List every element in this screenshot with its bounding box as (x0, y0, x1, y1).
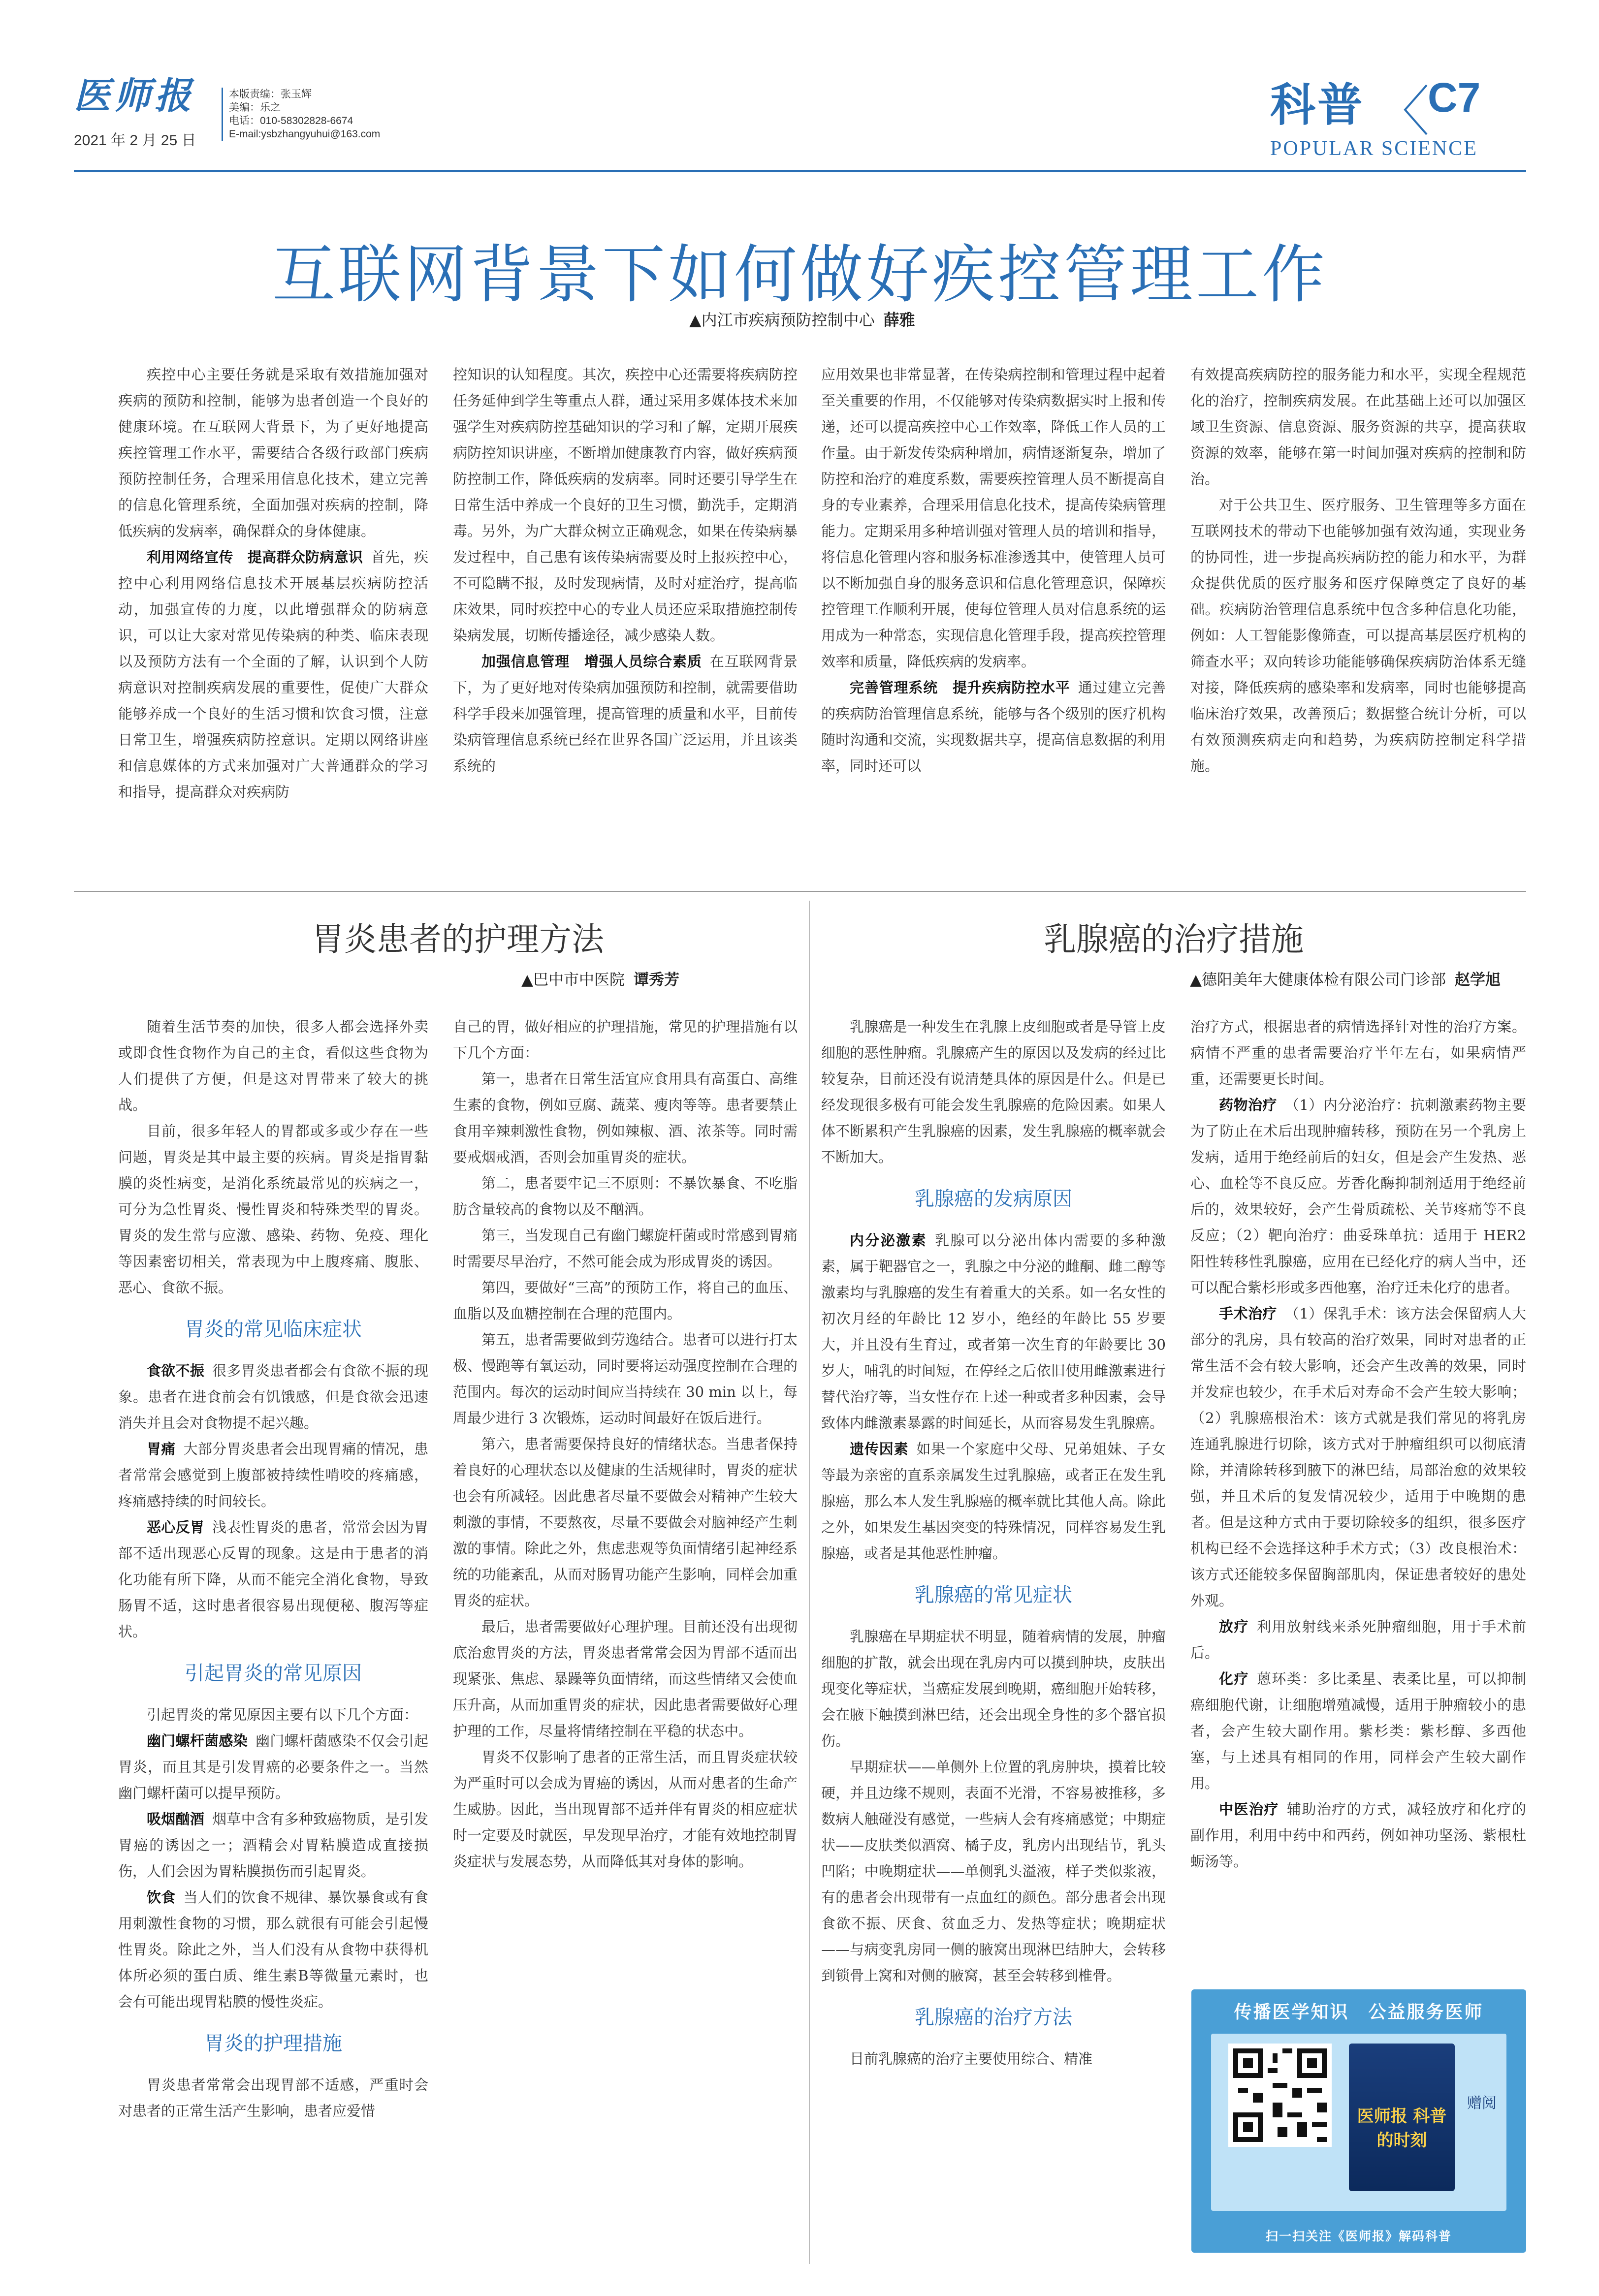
paragraph-text: 第五，患者需要做到劳逸结合。患者可以进行打太极、慢跑等有氧运动，同时要将运动强度控制在合理的范围内。每次的运动时间应当持续在 30 min 以上，每周最少进行 3 次锻炼，运动时间最好在饭后进行。 (453, 1331, 798, 1426)
promo-footer: 扫一扫关注《医师报》解码科普 (1265, 2229, 1452, 2243)
paragraph (453, 1014, 798, 1066)
paragraph-text: 在互联网背景下，为了更好地对传染病加强预防和控制，就需要借助科学手段来加强管理，提高管理的质量和水平，目前传染病管理信息系统已经在世界各国广泛运用，并且该类系统的 (453, 653, 798, 774)
breast-article-byline (821, 967, 1501, 989)
paragraph (453, 1614, 798, 1744)
paragraph-text: 胃炎患者常常会出现胃部不适感，严重时会对患者的正常生活产生影响，患者应爱惜 (118, 2076, 428, 2119)
paragraph-text: 自己的胃，做好相应的护理措施，常见的护理措施有以下几个方面： (453, 1018, 798, 1061)
gastritis-article-column (453, 1014, 798, 1875)
paragraph-text: 有效提高疾病防控的服务能力和水平，实现全程规范化的治疗，控制疾病发展。在此基础上还可以加强区域卫生资源、信息资源、服务资源的共享，提高获取资源的效率，能够在第一时间加强对疾病的控制和防治。 (1190, 366, 1526, 487)
masthead (74, 74, 1526, 172)
promo-side-text: 赠阅 (1467, 2095, 1497, 2112)
paragraph (118, 1514, 428, 1645)
issue-date: 2021 年 2 月 25 日 (74, 132, 196, 149)
byline-author: 谭秀芳 (634, 971, 679, 989)
paragraph (1190, 1301, 1526, 1614)
paragraph (453, 1066, 798, 1170)
paragraph-text: 目前乳腺癌的治疗主要使用综合、精准 (850, 2050, 1093, 2067)
paragraph-lead: 中医治疗 (1219, 1801, 1279, 1818)
paragraph-text: 最后，患者需要做好心理护理。目前还没有出现彻底治愈胃炎的方法，胃炎患者常常会因为胃部不适而出现紧张、焦虑、暴躁等负面情绪，而这些情绪又会使血压升高，从而加重胃炎的症状，因此患者需要做好心理护理的工作，尽量将情绪控制在平稳的状态中。 (453, 1618, 798, 1739)
main-article-title: 互联网背景下如何做好疾控管理工作 (272, 238, 1328, 312)
breast-article-title: 乳腺癌的治疗措施 (1044, 920, 1304, 958)
paragraph (118, 1436, 428, 1514)
paragraph (118, 1885, 428, 2015)
paragraph-lead: 内分泌激素 (850, 1232, 927, 1249)
byline-author: 赵学旭 (1455, 971, 1501, 989)
angle-bracket-icon (1402, 83, 1429, 137)
paragraph (453, 1431, 798, 1614)
subsection-heading: 乳腺癌的常见症状 (915, 1584, 1072, 1606)
main-article-column (118, 362, 428, 805)
paragraph-lead: 药物治疗 (1219, 1097, 1277, 1113)
gastritis-article-byline (118, 967, 679, 989)
paragraph-text: 浅表性胃炎的患者，常常会因为胃部不适出现恶心反胃的现象。这是由于患者的消化功能有所下降，从而不能完全消化食物，导致肠胃不适，这时患者很容易出现便秘、腹泻等症状。 (118, 1519, 428, 1640)
paragraph (821, 1014, 1166, 1170)
paragraph (821, 362, 1166, 675)
paragraph (1190, 1614, 1526, 1666)
paragraph-lead: 放疗 (1219, 1618, 1249, 1635)
byline-org: ▲内江市疾病预防控制中心 (689, 311, 875, 329)
main-article-column (821, 362, 1166, 779)
qr-code-icon[interactable] (1228, 2044, 1332, 2147)
paragraph-text: 第四，要做好“三高”的预防工作，将自己的血压、血脂以及血糖控制在合理的范围内。 (453, 1279, 798, 1322)
paragraph (453, 1327, 798, 1431)
paragraph (821, 1436, 1166, 1567)
paragraph-text: 对于公共卫生、医疗服务、卫生管理等多方面在互联网技术的带动下也能够加强有效沟通，实现业务的协同性，进一步提高疾病防控的能力和水平，为群众提供优质的医疗服务和医疗保障奠定了良好的基础。疾病防治管理信息系统中包含多种信息化功能，例如：人工智能影像筛查，可以提高基层医疗机构的筛查水平；双向转诊功能能够确保疾病防治体系无缝对接，降低疾病的感染率和发病率，同时也能够提高临床治疗效果，改善预后；数据整合统计分析，可以有效预测疾病走向和趋势，为疾病防控制定科学措施。 (1190, 497, 1526, 774)
paragraph (118, 1358, 428, 1436)
paragraph-text: 首先，疾控中心利用网络信息技术开展基层疾病防控活动，加强宣传的力度，以此增强群众的防病意识，可以让大家对常见传染病的种类、临床表现以及预防方法有一个全面的了解，认识到个人防病意识对控制疾病发展的重要性，促使广大群众能够养成一个良好的生活习惯和饮食习惯，注意日常卫生，增强疾病防控意识。定期以网络讲座和信息媒体的方式来加强对广大普通群众的学习和指导，提高群众对疾病防 (118, 549, 428, 800)
byline-author: 薛雅 (883, 311, 915, 329)
paragraph-text: 第六，患者需要保持良好的情绪状态。当患者保持着良好的心理状态以及健康的生活规律时，胃炎的症状也会有所减轻。因此患者尽量不要做会对精神产生较大刺激的事情，不要熬夜，尽量不要做会对脑神经产生刺激的事情。除此之外，焦虑悲观等负面情绪引起神经系统的功能紊乱，从而对肠胃功能产生影响，同样会加重胃炎的症状。 (453, 1436, 798, 1609)
paragraph (118, 1728, 428, 1806)
paragraph-text: 乳腺癌在早期症状不明显，随着病情的发展，肿瘤细胞的扩散，就会出现在乳房内可以摸到肿块，皮肤出现变化等症状，当癌症发展到晚期，癌细胞开始转移，会在腋下触摸到淋巴结，还会出现全身性的多个器官损伤。 (821, 1628, 1166, 1749)
section-divider (74, 891, 1526, 892)
paragraph (453, 1170, 798, 1223)
editor-line: 美编：乐之 (229, 102, 281, 113)
section-english-title: POPULAR SCIENCE (1270, 137, 1478, 160)
paragraph (1190, 1014, 1526, 1092)
paragraph-lead: 幽门螺杆菌感染 (147, 1732, 248, 1749)
subsection-heading: 乳腺癌的发病原因 (915, 1188, 1072, 1210)
paragraph (821, 2046, 1166, 2072)
editor-line: 本版责编：张玉辉 (229, 89, 312, 100)
paragraph (453, 1275, 798, 1327)
paragraph-text: 如果一个家庭中父母、兄弟姐妹、子女等最为亲密的直系亲属发生过乳腺癌，或者正在发生乳腺癌，那么本人发生乳腺癌的概率就比其他人高。除此之外，如果发生基因突变的特殊情况，同样容易发生乳腺癌，或者是其他恶性肿瘤。 (821, 1441, 1166, 1562)
paragraph (118, 1118, 428, 1301)
subsection-heading: 胃炎的常见临床症状 (185, 1318, 362, 1341)
paragraph-text: 早期症状——单侧外上位置的乳房肿块，摸着比较硬，并且边缘不规则，表面不光滑，不容易被推移，多数病人触碰没有感觉，一些病人会有疼痛感觉；中期症状——皮肤类似酒窝、橘子皮，乳房内出现结节，乳头凹陷；中晚期症状——单侧乳头溢液，样子类似浆液，有的患者会出现带有一点血红的颜色。部分患者会出现食欲不振、厌食、贫血乏力、发热等症状；晚期症状——与病变乳房同一侧的腋窝出现淋巴结肿大，会转移到锁骨上窝和对侧的腋窝，甚至会转移到椎骨。 (821, 1759, 1166, 1984)
paragraph-text: 利用放射线来杀死肿瘤细胞，用于手术前后。 (1190, 1618, 1526, 1661)
paragraph-lead: 遗传因素 (850, 1441, 909, 1457)
section-header (1270, 74, 1526, 167)
paragraph-text: 大部分胃炎患者会出现胃痛的情况，患者常常会感觉到上腹部被持续性啃咬的疼痛感，疼痛感持续的时间较长。 (118, 1441, 428, 1510)
breast-article-column (1190, 1014, 1526, 1875)
paragraph-lead: 手术治疗 (1219, 1305, 1277, 1322)
paragraph-lead: 化疗 (1219, 1670, 1249, 1687)
breast-article-column (821, 1014, 1166, 2072)
paragraph (1190, 1092, 1526, 1301)
paragraph-text: 控知识的认知程度。其次，疾控中心还需要将疾病防控任务延伸到学生等重点人群，通过采用多媒体技术来加强学生对疾病防控基础知识的学习和了解，定期开展疾病防控知识讲座，不断增加健康教育内容，做好疾病预防控制工作，降低疾病的发病率。同时还要引导学生在日常生活中养成一个良好的卫生习惯，勤洗手，定期消毒。另外，为广大群众树立正确观念，如果在传染病暴发过程中，自己患有该传染病需要及时上报疾控中心，不可隐瞒不报，及时发现病情，及时对症治疗，提高临床效果，同时疾控中心的专业人员还应采取措施控制传染病发展，切断传播途径，减少感染人数。 (453, 366, 798, 644)
main-article-column (453, 362, 798, 779)
gastritis-article-title: 胃炎患者的护理方法 (312, 920, 604, 958)
paragraph-text: 随着生活节奏的加快，很多人都会选择外卖或即食性食物作为自己的主食，看似这些食物为人们提供了方便，但是这对胃带来了较大的挑战。 (118, 1018, 428, 1113)
paragraph (453, 1744, 798, 1875)
paragraph (821, 1754, 1166, 1989)
promo-video-thumbnail (1349, 2044, 1455, 2191)
gastritis-article-column (118, 1014, 428, 2124)
paragraph (1190, 362, 1526, 492)
promo-headline: 传播医学知识 公益服务医师 (1234, 2002, 1484, 2022)
paragraph (1190, 1796, 1526, 1875)
paragraph (118, 2072, 428, 2124)
paragraph (821, 1227, 1166, 1436)
paragraph (118, 362, 428, 544)
editor-info (222, 88, 448, 141)
paragraph-text: 乳腺可以分泌出体内需要的多种激素，属于靶器官之一，乳腺之中分泌的雌酮、雌二醇等激素均与乳腺癌的发生有着重大的关系。如一名女性的初次月经的年龄比 12 岁小，绝经的年龄比 55 岁要大，并且没有生育过，或者第一次生育的年龄要比 30 岁大，哺乳的时间短，在停经之后依旧使用雌激素进行替代治疗等，当女性存在上述一种或者多种因素，会导致体内雌激素暴露的时间延长，从而容易发生乳腺癌。 (821, 1232, 1166, 1431)
paragraph-lead: 食欲不振 (147, 1362, 205, 1379)
subsection-heading: 胃炎的护理措施 (204, 2032, 342, 2055)
paragraph-text: 通过建立完善的疾病防治管理信息系统，能够与各个级别的医疗机构随时沟通和交流，实现数据共享，提高信息数据的利用率，同时还可以 (821, 679, 1166, 774)
paragraph-text: 幽门螺杆菌感染不仅会引起胃炎，而且其是引发胃癌的必要条件之一。当然幽门螺杆菌可以提早预防。 (118, 1732, 428, 1801)
column-divider (809, 901, 810, 2264)
paragraph-text: 烟草中含有多种致癌物质，是引发胃癌的诱因之一；酒精会对胃粘膜造成直接损伤，人们会因为胃粘膜损伤而引起胃炎。 (118, 1811, 428, 1880)
paragraph (453, 362, 798, 649)
paragraph-text: 引起胃炎的常见原因主要有以下几个方面： (147, 1706, 418, 1723)
editor-line: E-mail:ysbzhangyuhui@163.com (229, 128, 381, 140)
promo-banner (1191, 1989, 1526, 2253)
paragraph-text: 目前，很多年轻人的胃都或多或少存在一些问题，胃炎是其中最主要的疾病。胃炎是指胃黏膜的炎性病变，是消化系统最常见的疾病之一，可分为急性胃炎、慢性胃炎和特殊类型的胃炎。胃炎的发生常与应激、感染、药物、免疫、理化等因素密切相关，常表现为中上腹疼痛、腹胀、恶心、食欲不振。 (118, 1123, 428, 1296)
byline-org: ▲德阳美年大健康体检有限公司门诊部 (1190, 971, 1446, 989)
newspaper-logo: 医师报 (74, 75, 195, 117)
paragraph (453, 1223, 798, 1275)
paragraph (453, 649, 798, 779)
paragraph (1190, 492, 1526, 779)
byline-org: ▲巴中市中医院 (521, 971, 625, 989)
main-article-column (1190, 362, 1526, 779)
paragraph-text: 胃炎不仅影响了患者的正常生活，而且胃炎症状较为严重时可以会成为胃癌的诱因，从而对患者的生命产生威胁。因此，当出现胃部不适并伴有胃炎的相应症状时一定要及时就医，早发现早治疗，才能有效地控制胃炎症状与发展态势，从而降低其对身体的影响。 (453, 1749, 798, 1870)
paragraph (118, 1702, 428, 1728)
paragraph (118, 1806, 428, 1885)
main-article-byline (689, 308, 915, 330)
paragraph (1190, 1666, 1526, 1796)
paragraph (118, 544, 428, 805)
paragraph-lead: 吸烟酗酒 (147, 1811, 205, 1827)
subsection-heading: 乳腺癌的治疗方法 (915, 2006, 1072, 2029)
page-number: C7 (1428, 74, 1481, 121)
paragraph-lead: 饮食 (147, 1889, 176, 1906)
paragraph-text: 疾控中心主要任务就是采取有效措施加强对疾病的预防和控制，能够为患者创造一个良好的健康环境。在互联网大背景下，为了更好地提高疾控管理工作水平，需要结合各级行政部门疾病预防控制任务，合理采用信息化技术，建立完善的信息化管理系统，全面加强对疾病的控制，降低疾病的发病率，确保群众的身体健康。 (118, 366, 428, 539)
paragraph (118, 1014, 428, 1118)
paragraph-text: 第一，患者在日常生活宜应食用具有高蛋白、高维生素的食物，例如豆腐、蔬菜、瘦肉等等。患者要禁止食用辛辣刺激性食物，例如辣椒、酒、浓茶等。同时需要戒烟戒酒，否则会加重胃炎的症状。 (453, 1070, 798, 1165)
paragraph-text: 乳腺癌是一种发生在乳腺上皮细胞或者是导管上皮细胞的恶性肿瘤。乳腺癌产生的原因以及发病的经过比较复杂，目前还没有说清楚具体的原因是什么。但是已经发现很多极有可能会发生乳腺癌的危险因素。如果人体不断累积产生乳腺癌的因素，发生乳腺癌的概率就会不断加大。 (821, 1018, 1166, 1165)
editor-line: 电话：010-58302828-6674 (229, 115, 353, 126)
paragraph (821, 675, 1166, 779)
paragraph-lead: 加强信息管理 增强人员综合素质 (481, 653, 702, 670)
paragraph-text: （1）内分泌治疗：抗刺激素药物主要为了防止在术后出现肿瘤转移，预防在另一个乳房上发病，适用于绝经前后的妇女，但是会产生发热、恶心、血栓等不良反应。芳香化酶抑制剂适用于绝经前后的，效果较好，会产生骨质疏松、关节疼痛等不良反应；（2）靶向治疗：曲妥珠单抗：适用于 HER2 阳性转移性乳腺癌，应用在已经化疗的病人当中，还可以配合紫杉形或多西他塞，治疗迁未化疗的患者。 (1190, 1097, 1526, 1296)
paragraph-text: 辅助治疗的方式，减轻放疗和化疗的副作用，利用中药中和西药，例如神功坚汤、紫根杜蛎汤等。 (1190, 1801, 1526, 1870)
subsection-heading: 引起胃炎的常见原因 (185, 1662, 362, 1685)
paragraph-text: 很多胃炎患者都会有食欲不振的现象。患者在进食前会有饥饿感，但是食欲会迅速消失并且会对食物提不起兴趣。 (118, 1362, 428, 1431)
section-title: 科普 (1270, 79, 1365, 131)
paragraph-text: 第二，患者要牢记三不原则：不暴饮暴食、不吃脂肪含量较高的食物以及不酗酒。 (453, 1175, 798, 1218)
promo-screen-text: 医师报 科普的时刻 (1357, 2107, 1447, 2150)
paragraph-text: 蒽环类：多比柔星、表柔比星，可以抑制癌细胞代谢，让细胞增殖减慢，适用于肿瘤较小的患者，会产生较大副作用。紫杉类：紫杉醇、多西他塞，与上述具有相同的作用，同样会产生较大副作用。 (1190, 1670, 1526, 1792)
paragraph-lead: 利用网络宣传 提高群众防病意识 (147, 549, 363, 566)
paragraph-lead: 恶心反胃 (147, 1519, 205, 1536)
paragraph-text: 治疗方式，根据患者的病情选择针对性的治疗方案。病情不严重的患者需要治疗半年左右，如果病情严重，还需要更长时间。 (1190, 1018, 1526, 1087)
header-rule (74, 170, 1526, 172)
paragraph-text: 应用效果也非常显著，在传染病控制和管理过程中起着至关重要的作用，不仅能够对传染病数据实时上报和传递，还可以提高疾控中心工作效率，降低工作人员的工作量。由于新发传染病种增加，病情逐渐复杂，增加了防控和治疗的难度系数，需要疾控管理人员不断提高自身的专业素养，合理采用信息化技术，提高传染病管理能力。定期采用多种培训强对管理人员的培训和指导，将信息化管理内容和服务标准渗透其中，使管理人员可以不断加强自身的服务意识和信息化管理意识，保障疾控管理工作顺利开展，使每位管理人员对信息系统的运用成为一种常态，实现信息化管理手段，提高疾控管理效率和质量，降低疾病的发病率。 (821, 366, 1166, 670)
paragraph-lead: 胃痛 (147, 1441, 176, 1457)
paragraph-text: 当人们的饮食不规律、暴饮暴食或有食用刺激性食物的习惯，那么就很有可能会引起慢性胃炎。除此之外，当人们没有从食物中获得机体所必须的蛋白质、维生素B等微量元素时，也会有可能出现胃粘膜的慢性炎症。 (118, 1889, 428, 2010)
paragraph-text: 第三，当发现自己有幽门螺旋杆菌或时常感到胃痛时需要尽早治疗，不然可能会成为形成胃炎的诱因。 (453, 1227, 798, 1270)
paragraph-lead: 完善管理系统 提升疾病防控水平 (850, 679, 1070, 696)
paragraph-text: （1）保乳手术：该方法会保留病人大部分的乳房，具有较高的治疗效果，同时对患者的正常生活不会有较大影响，还会产生改善的效果，同时并发症也较少，在手术后对寿命不会产生较大影响；（2）乳腺癌根治术：该方式就是我们常见的将乳房连通乳腺进行切除，该方式对于肿瘤组织可以彻底清除，并清除转移到腋下的淋巴结，局部治愈的效果较强，并且术后的复发情况较少，适用于中晚期的患者。但是这种方式由于要切除较多的组织，很多医疗机构已经不会选择这种手术方式；（3）改良根治术：该方式还能较多保留胸部肌肉，保证患者较好的患处外观。 (1190, 1305, 1526, 1609)
paragraph (821, 1624, 1166, 1754)
